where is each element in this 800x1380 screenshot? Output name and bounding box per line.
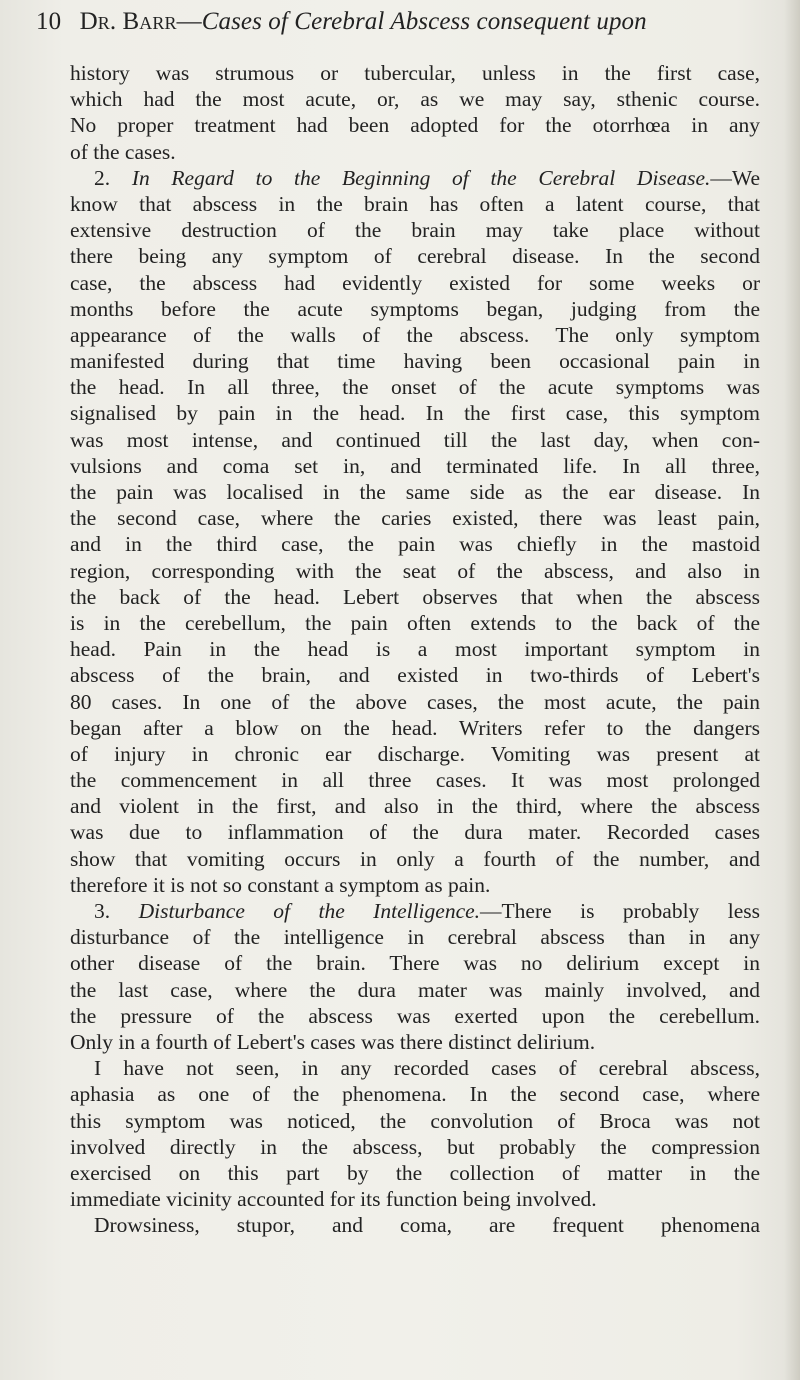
text-line <box>70 950 760 976</box>
page-number: 10 <box>36 8 62 35</box>
line-text: I have not seen, in any recorded cases of cerebral abscess, <box>94 1056 760 1081</box>
text-line <box>70 270 760 296</box>
text-line <box>70 636 760 662</box>
text-line <box>70 60 760 86</box>
line-text: this symptom was noticed, the convolution of Broca was not <box>70 1108 760 1133</box>
line-text: the pressure of the abscess was exerted upon the cerebellum. <box>70 1003 760 1028</box>
text-line <box>70 846 760 872</box>
text-line <box>70 741 760 767</box>
text-line <box>70 191 760 217</box>
line-text: history was strumous or tubercular, unless in the first case, <box>70 61 760 85</box>
text-line <box>70 977 760 1003</box>
text-line <box>70 1212 760 1238</box>
text-line <box>70 610 760 636</box>
running-head <box>36 8 776 36</box>
text-line <box>70 1160 760 1186</box>
text-line <box>70 1186 760 1212</box>
line-text: the last case, where the dura mater was mainly involved, and <box>70 977 760 1002</box>
line-text: case, the abscess had evidently existed for some weeks or <box>70 270 760 295</box>
running-head-separator: — <box>176 8 202 35</box>
line-text: head. Pain in the head is a most important symptom in <box>70 637 760 662</box>
line-text: 80 cases. In one of the above cases, the most acute, the pain <box>70 689 760 714</box>
text-line <box>70 1108 760 1134</box>
line-text: extensive destruction of the brain may take place without <box>70 218 760 243</box>
line-text: is in the cerebellum, the pain often extends to the back of the <box>70 610 760 635</box>
line-text: the second case, where the caries existed, there was least pain, <box>70 506 760 531</box>
text-line <box>70 400 760 426</box>
text-line <box>70 1081 760 1107</box>
line-text: —There is probably less <box>480 899 760 923</box>
running-head-author: Dr. Barr <box>79 8 177 35</box>
text-line <box>70 715 760 741</box>
line-text: was due to inflammation of the dura mater. Recorded cases <box>70 820 760 845</box>
text-line <box>70 453 760 479</box>
text-line <box>70 427 760 453</box>
text-line <box>70 505 760 531</box>
running-head-title: Cases of Cerebral Abscess consequent upon <box>201 8 647 35</box>
line-text: and violent in the first, and also in the third, where the abscess <box>70 794 760 819</box>
text-line <box>70 296 760 322</box>
text-line <box>70 662 760 688</box>
text-line <box>70 898 760 924</box>
text-line <box>70 793 760 819</box>
line-text: aphasia as one of the phenomena. In the second case, where <box>70 1082 760 1107</box>
text-line <box>70 165 760 191</box>
line-text: and in the third case, the pain was chiefly in the mastoid <box>70 532 760 557</box>
text-line <box>70 531 760 557</box>
line-text: the head. In all three, the onset of the acute symptoms was <box>70 375 760 400</box>
line-text: other disease of the brain. There was no delirium except in <box>70 951 760 976</box>
line-text: No proper treatment had been adopted for the otorrhœa in any <box>70 113 760 138</box>
line-text: abscess of the brain, and existed in two-thirds of Lebert's <box>70 663 760 688</box>
text-line <box>70 479 760 505</box>
text-line <box>70 139 760 165</box>
text-line <box>70 217 760 243</box>
text-line <box>70 1003 760 1029</box>
text-line <box>70 1134 760 1160</box>
line-text: Drowsiness, stupor, and coma, are frequent phenomena <box>94 1213 760 1238</box>
line-text: disturbance of the intelligence in cerebral abscess than in any <box>70 925 760 950</box>
text-line <box>70 374 760 400</box>
line-text: the back of the head. Lebert observes that when the abscess <box>70 584 760 609</box>
line-text: know that abscess in the brain has often a latent course, that <box>70 191 760 216</box>
text-line <box>70 819 760 845</box>
text-line <box>70 924 760 950</box>
line-text: the pain was localised in the same side as the ear disease. In <box>70 480 760 504</box>
line-text: Only in a fourth of Lebert's cases was there distinct delirium. <box>70 1029 596 1054</box>
line-text: therefore it is not so constant a symptom as pain. <box>70 872 491 897</box>
line-text: of the cases. <box>70 139 176 164</box>
section-number: 3. <box>94 899 139 923</box>
line-text: exercised on this part by the collection of matter in the <box>70 1160 760 1185</box>
line-text: which had the most acute, or, as we may say, sthenic course. <box>70 87 760 112</box>
text-line <box>70 1055 760 1081</box>
body-text <box>70 60 760 1238</box>
line-text: show that vomiting occurs in only a fourth of the number, and <box>70 846 760 871</box>
line-text: involved directly in the abscess, but probably the compression <box>70 1134 760 1159</box>
text-line <box>70 322 760 348</box>
text-line <box>70 348 760 374</box>
line-text: there being any symptom of cerebral disease. In the second <box>70 244 760 269</box>
line-text: region, corresponding with the seat of the abscess, and also in <box>70 558 760 583</box>
line-text: was most intense, and continued till the last day, when con- <box>70 427 760 452</box>
text-line <box>70 86 760 112</box>
text-line <box>70 689 760 715</box>
text-line <box>70 872 760 898</box>
line-text: began after a blow on the head. Writers refer to the dangers <box>70 715 760 740</box>
line-text: vulsions and coma set in, and terminated life. In all three, <box>70 453 760 478</box>
line-text: signalised by pain in the head. In the first case, this symptom <box>70 401 760 426</box>
text-line <box>70 558 760 584</box>
line-text: the commencement in all three cases. It was most prolonged <box>70 768 760 793</box>
text-line <box>70 584 760 610</box>
text-line <box>70 767 760 793</box>
line-text: months before the acute symptoms began, judging from the <box>70 296 760 321</box>
line-text: of injury in chronic ear discharge. Vomiting was present at <box>70 741 760 766</box>
text-line <box>70 243 760 269</box>
text-line <box>70 112 760 138</box>
section-number: 2. <box>94 165 132 190</box>
section-heading: In Regard to the Beginning of the Cerebral Disease. <box>131 165 711 190</box>
line-text: —We <box>710 165 761 190</box>
line-text: manifested during that time having been occasional pain in <box>70 349 760 374</box>
line-text: immediate vicinity accounted for its function being involved. <box>70 1187 597 1212</box>
text-line <box>70 1029 760 1055</box>
line-text: appearance of the walls of the abscess. The only symptom <box>70 322 760 347</box>
section-heading: Disturbance of the Intelligence. <box>138 899 481 923</box>
